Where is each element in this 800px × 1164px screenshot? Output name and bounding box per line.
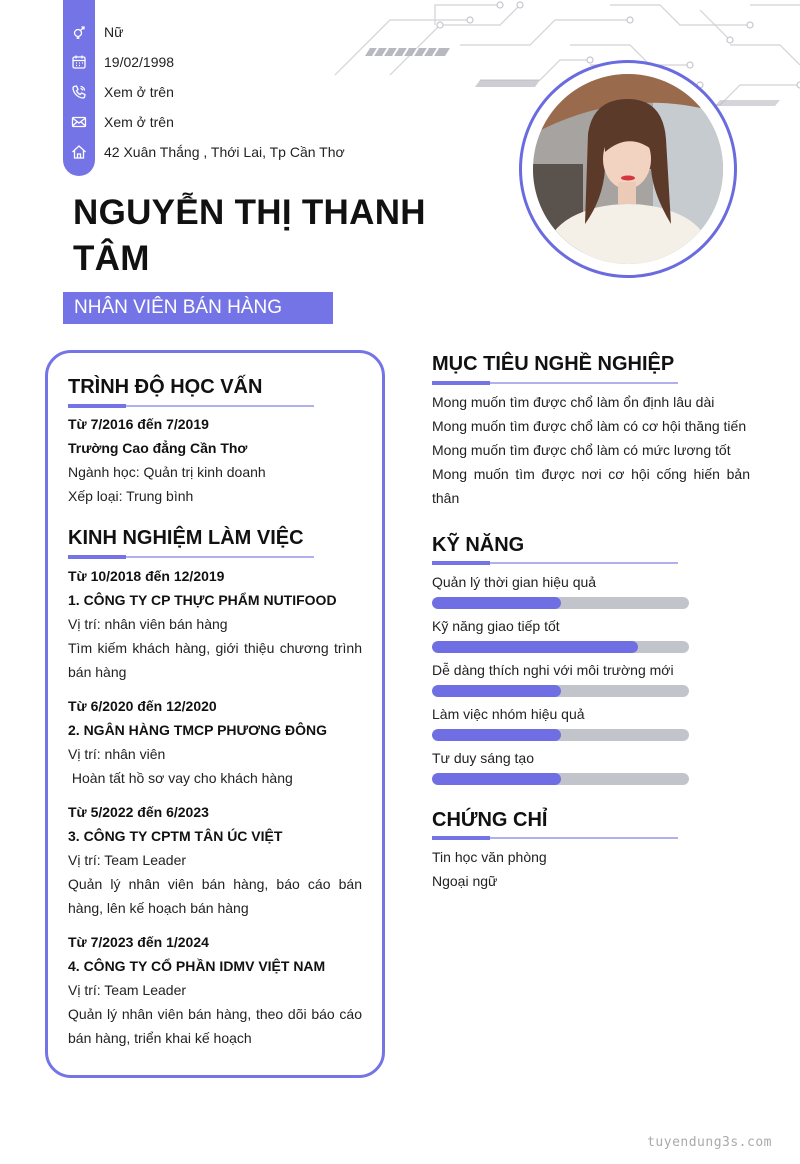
job-period: Từ 10/2018 đến 12/2019 bbox=[68, 568, 225, 584]
job-position: Vị trí: nhân viên bán hàng bbox=[68, 616, 228, 632]
candidate-name: NGUYỄN THỊ THANH TÂM bbox=[73, 193, 426, 278]
education-divider bbox=[68, 405, 314, 407]
skill-bar bbox=[432, 729, 689, 741]
job-period: Từ 6/2020 đến 12/2020 bbox=[68, 698, 217, 714]
skill-bar bbox=[432, 685, 689, 697]
avatar bbox=[533, 74, 723, 264]
job-company: 3. CÔNG TY CPTM TÂN ÚC VIỆT bbox=[68, 828, 283, 844]
calendar-icon bbox=[63, 54, 95, 70]
certificate-item: Ngoại ngữ bbox=[432, 873, 498, 889]
objective-line: Mong muốn tìm được nơi cơ hội cống hiến bản thân bbox=[432, 466, 750, 506]
skill-bar bbox=[432, 773, 689, 785]
certificates-heading: CHỨNG CHỈ bbox=[432, 809, 548, 831]
watermark: tuyendung3s.com bbox=[647, 1135, 772, 1150]
objective-heading: MỤC TIÊU NGHỀ NGHIỆP bbox=[432, 353, 675, 375]
objective-line: Mong muốn tìm được chổ làm có cơ hội thăng tiến bbox=[432, 418, 747, 434]
phone-text: Xem ở trên bbox=[104, 84, 174, 100]
contact-email bbox=[63, 107, 174, 137]
job-title: NHÂN VIÊN BÁN HÀNG bbox=[63, 292, 333, 324]
skill-label: Quản lý thời gian hiệu quả bbox=[432, 574, 597, 590]
job-company: 1. CÔNG TY CP THỰC PHẨM NUTIFOOD bbox=[68, 592, 337, 608]
education-school: Trường Cao đẳng Cần Thơ bbox=[68, 440, 248, 456]
job-company: 2. NGÂN HÀNG TMCP PHƯƠNG ĐÔNG bbox=[68, 722, 327, 738]
skills-heading: KỸ NĂNG bbox=[432, 534, 525, 556]
email-text: Xem ở trên bbox=[104, 114, 174, 130]
job-company: 4. CÔNG TY CỔ PHẦN IDMV VIỆT NAM bbox=[68, 958, 326, 974]
gender-text: Nữ bbox=[104, 24, 124, 40]
job-period: Từ 5/2022 đến 6/2023 bbox=[68, 804, 209, 820]
job-position: Vị trí: Team Leader bbox=[68, 982, 187, 998]
skills-divider bbox=[432, 562, 678, 564]
experience-divider bbox=[68, 556, 314, 558]
contact-gender bbox=[63, 17, 123, 47]
job-description: Quản lý nhân viên bán hàng, báo cáo bán hàng, lên kế hoạch bán hàng bbox=[68, 876, 362, 916]
certificates-divider bbox=[432, 837, 678, 839]
phone-icon bbox=[63, 84, 95, 100]
job-period: Từ 7/2023 đến 1/2024 bbox=[68, 934, 209, 950]
job-description: Quản lý nhân viên bán hàng, theo dõi báo cáo bán hàng, triển khai kế hoạch bbox=[68, 1006, 362, 1046]
birthdate-text: 19/02/1998 bbox=[104, 54, 175, 70]
objective-line: Mong muốn tìm được chổ làm có mức lương tốt bbox=[432, 442, 731, 458]
skill-label: Dễ dàng thích nghi với môi trường mới bbox=[432, 662, 674, 678]
home-icon bbox=[63, 144, 95, 160]
contact-birthdate bbox=[63, 47, 174, 77]
envelope-icon bbox=[63, 114, 95, 130]
skill-label: Tư duy sáng tạo bbox=[432, 750, 534, 766]
contact-phone bbox=[63, 77, 174, 107]
education-heading: TRÌNH ĐỘ HỌC VẤN bbox=[68, 376, 263, 398]
education-grade: Xếp loại: Trung bình bbox=[68, 488, 194, 504]
job-description: Tìm kiếm khách hàng, giới thiệu chương trình bán hàng bbox=[68, 640, 362, 680]
contact-address bbox=[63, 137, 345, 167]
address-text: 42 Xuân Thắng , Thới Lai, Tp Cần Thơ bbox=[104, 144, 345, 160]
skill-label: Làm việc nhóm hiệu quả bbox=[432, 706, 585, 722]
objective-divider bbox=[432, 382, 678, 384]
skill-bar bbox=[432, 597, 689, 609]
education-major: Ngành học: Quản trị kinh doanh bbox=[68, 464, 266, 480]
skill-bar bbox=[432, 641, 689, 653]
job-description: Hoàn tất hồ sơ vay cho khách hàng bbox=[68, 770, 293, 786]
gender-icon bbox=[63, 24, 95, 40]
job-position: Vị trí: nhân viên bbox=[68, 746, 166, 762]
education-period: Từ 7/2016 đến 7/2019 bbox=[68, 416, 209, 432]
certificate-item: Tin học văn phòng bbox=[432, 849, 547, 865]
skill-label: Kỹ năng giao tiếp tốt bbox=[432, 618, 560, 634]
experience-heading: KINH NGHIỆM LÀM VIỆC bbox=[68, 527, 304, 549]
objective-line: Mong muốn tìm được chổ làm ổn định lâu dài bbox=[432, 394, 715, 410]
job-position: Vị trí: Team Leader bbox=[68, 852, 187, 868]
